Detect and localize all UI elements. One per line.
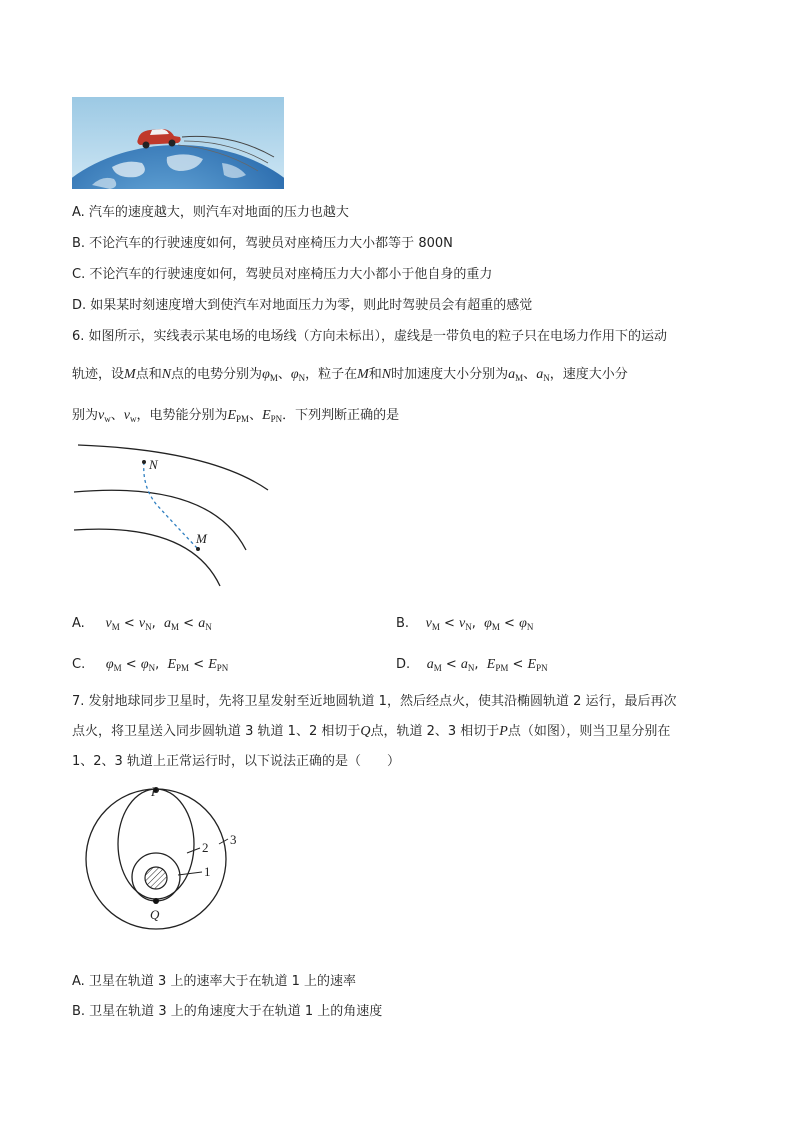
q6-stem-line1: 6. 如图所示，实线表示某电场的电场线（方向未标出），虚线是一带负电的粒子只在电场力作用下的运动 bbox=[72, 329, 668, 344]
label-m: M bbox=[196, 531, 207, 546]
q7-stem-line2: 点火，将卫星送入同步圆轨道 3 轨道 1、2 相切于Q点，轨道 2、3 相切于P点（如图），则当卫星分别在 bbox=[72, 724, 671, 739]
label-n: N bbox=[149, 457, 158, 472]
q5-option-b: B. 不论汽车的行驶速度如何，驾驶员对座椅压力大小都等于 800N bbox=[72, 236, 453, 251]
label-q: Q bbox=[150, 907, 160, 922]
earth-icon bbox=[145, 867, 167, 889]
point-q bbox=[153, 898, 159, 904]
label-orbit-3: 3 bbox=[230, 832, 237, 847]
q5-option-a: A. 汽车的速度越大，则汽车对地面的压力也越大 bbox=[72, 205, 349, 220]
q6-option-d: D. $a_M < a_N$, $E_{PM} < E_{PN}$ bbox=[396, 657, 548, 673]
q7-stem-line1: 7. 发射地球同步卫星时，先将卫星发射至近地圆轨道 1，然后经点火，使其沿椭圆轨道 2 运行，最后再次 bbox=[72, 694, 677, 709]
trajectory-dashed bbox=[144, 462, 198, 549]
label-orbit-2: 2 bbox=[202, 840, 209, 855]
q6-option-b: B. $v_M < v_N$, $\varphi_M < \varphi_N$ bbox=[396, 616, 534, 632]
q7-option-b: B. 卫星在轨道 3 上的角速度大于在轨道 1 上的角速度 bbox=[72, 1004, 383, 1019]
orbit-diagram bbox=[76, 786, 256, 936]
q6-option-c: C. $\varphi_M < \varphi_N$, $E_{PM} < E_{PN}$ bbox=[72, 657, 229, 673]
q5-option-d: D. 如果某时刻速度增大到使汽车对地面压力为零，则此时驾驶员会有超重的感觉 bbox=[72, 298, 533, 313]
q5-option-c: C. 不论汽车的行驶速度如何，驾驶员对座椅压力大小都小于他自身的重力 bbox=[72, 267, 493, 282]
field-line-1 bbox=[78, 445, 268, 490]
q6-stem-line2: 轨迹，设M点和N点的电势分别为$\varphi_M$、$\varphi_N$，粒子在M和N时加速度大小分别为$a_M$、$a_N$，速度大小分 bbox=[72, 367, 628, 383]
point-m bbox=[196, 547, 200, 551]
label-p: P bbox=[151, 786, 159, 799]
field-line-2 bbox=[74, 490, 246, 550]
electric-field-diagram bbox=[60, 440, 280, 600]
car-on-earth-illustration bbox=[72, 97, 284, 189]
q6-stem-line3: 别为$v_w$、$v_w$，电势能分别为$E_{PM}$、$E_{PN}$．下列判断正确的是 bbox=[72, 408, 400, 424]
q6-option-a: A. $v_M < v_N$, $a_M < a_N$ bbox=[72, 616, 212, 632]
q7-option-a: A. 卫星在轨道 3 上的速率大于在轨道 1 上的速率 bbox=[72, 974, 357, 989]
point-n bbox=[142, 460, 146, 464]
label-orbit-1: 1 bbox=[204, 864, 211, 879]
q7-stem-line3: 1、2、3 轨道上正常运行时，以下说法正确的是（ ） bbox=[72, 754, 400, 769]
